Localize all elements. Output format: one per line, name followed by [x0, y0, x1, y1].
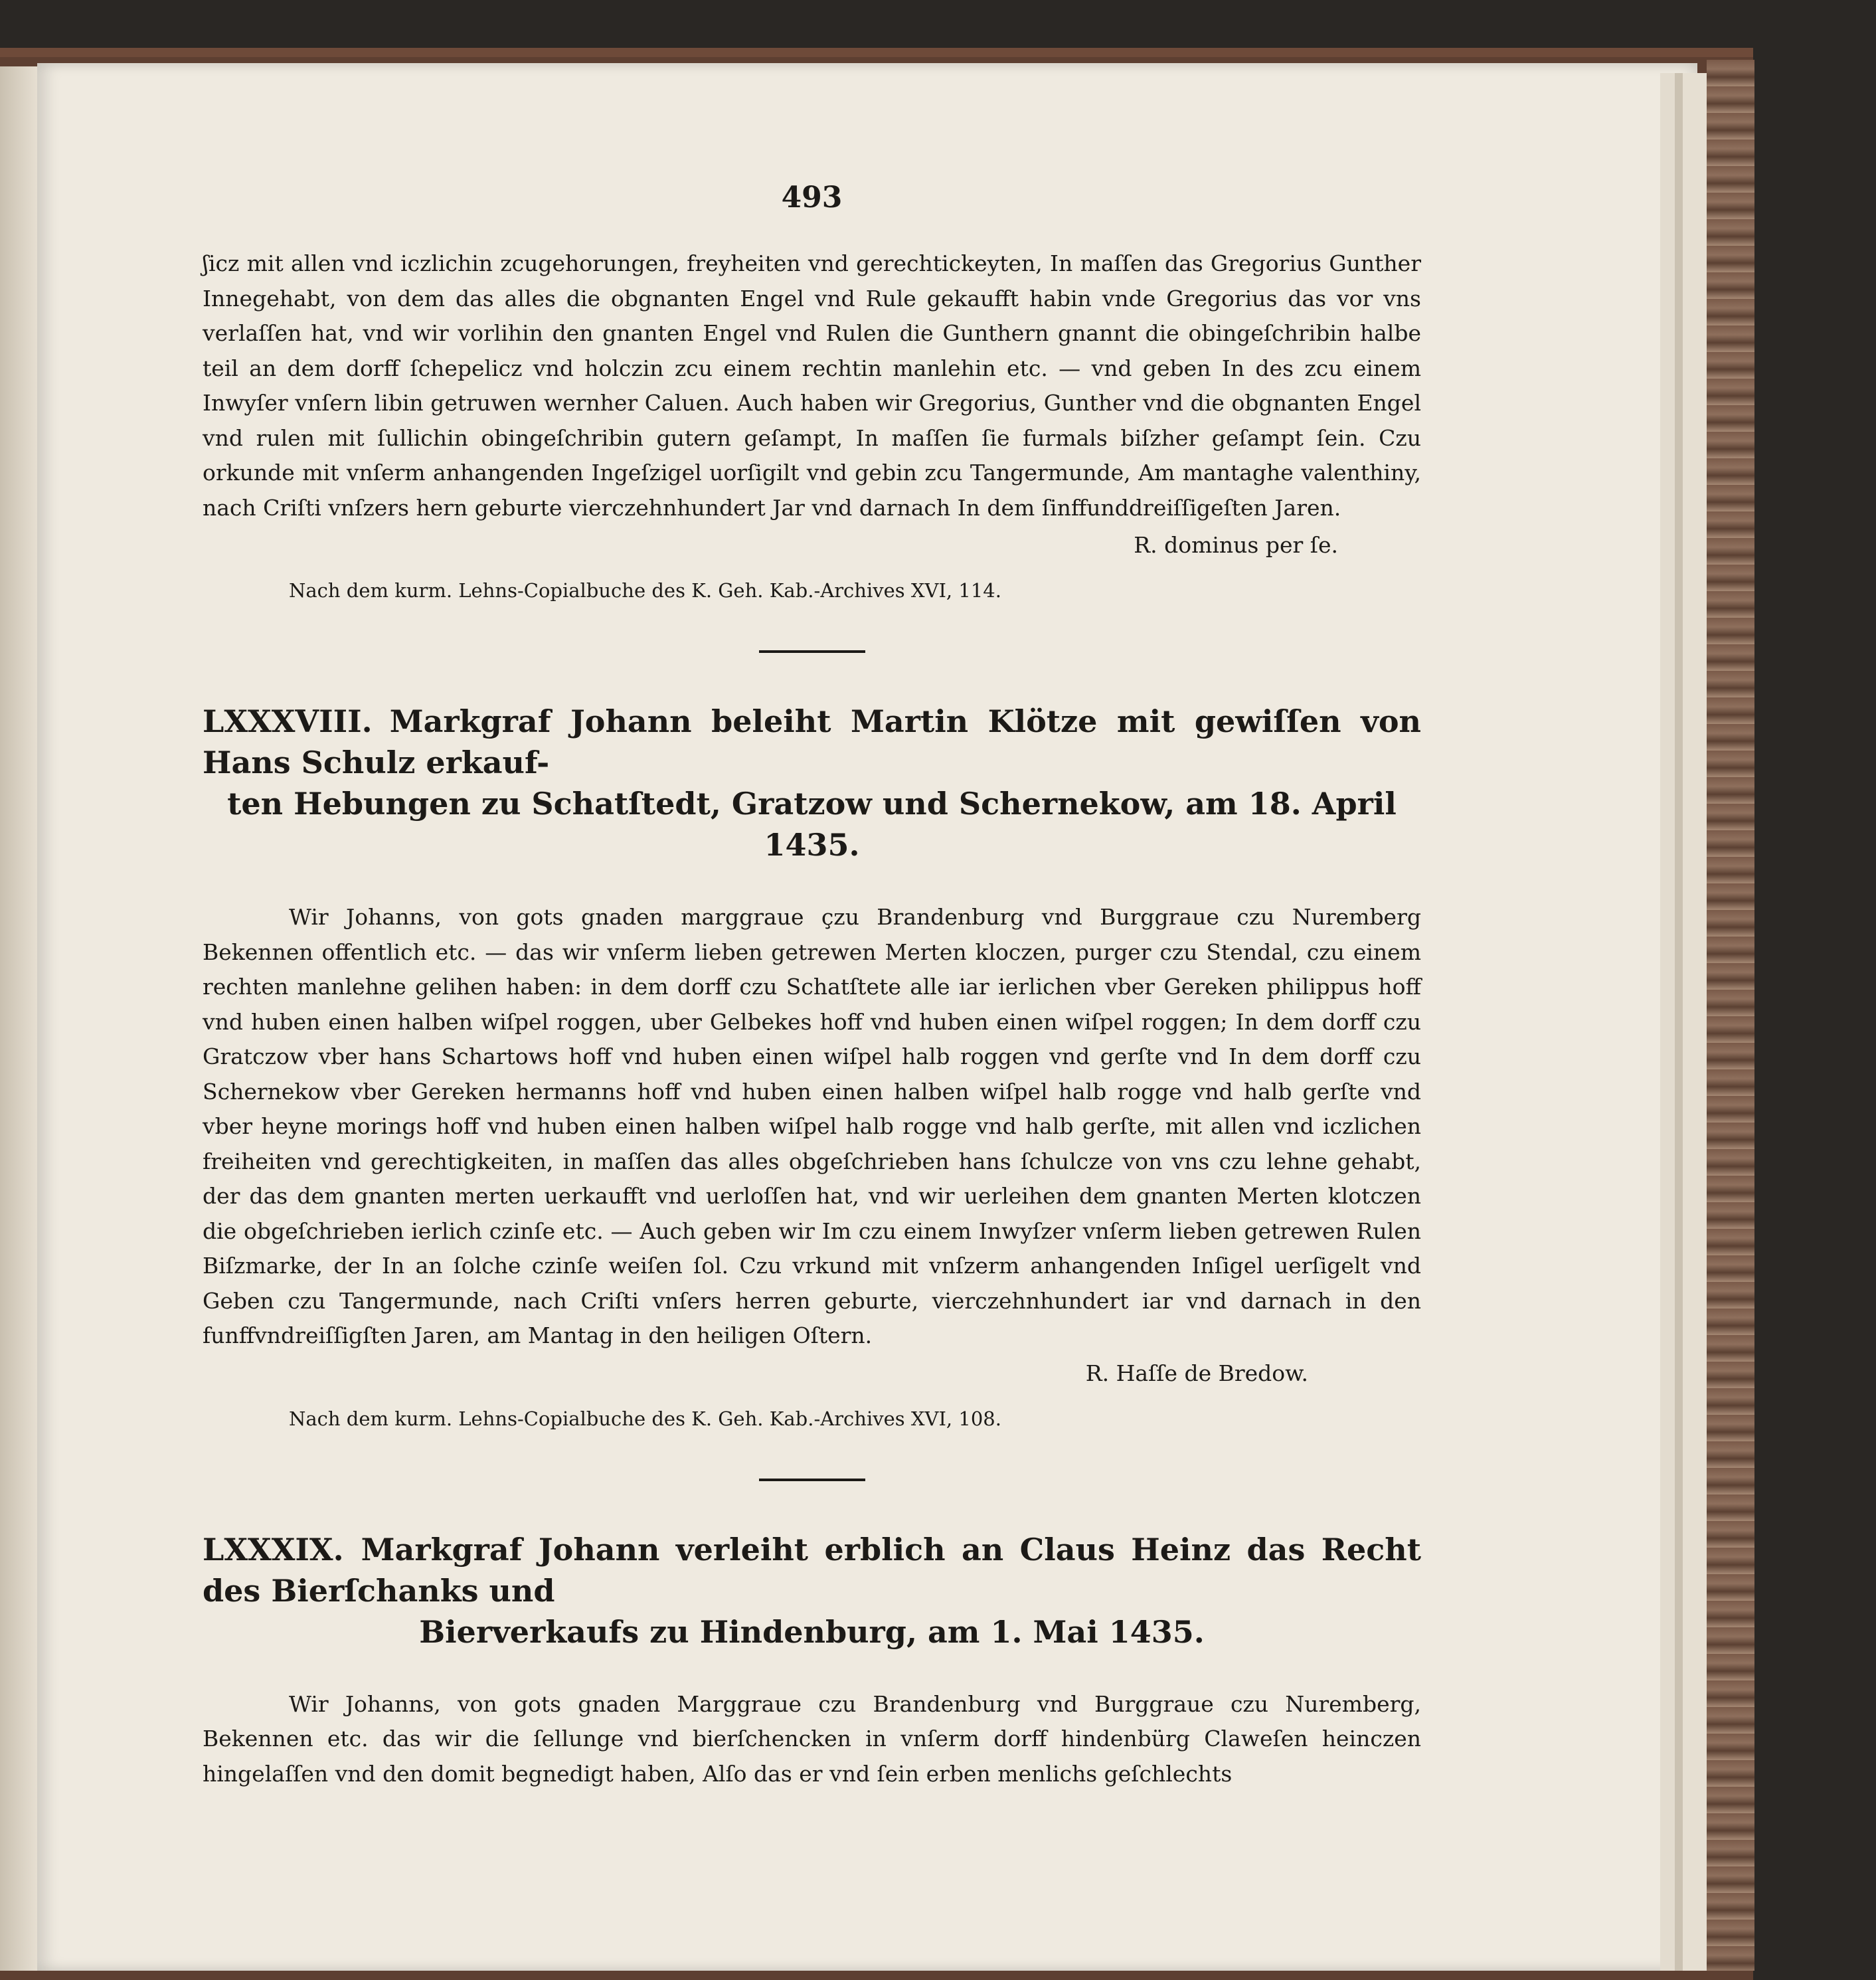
- continued-document-text: ʃicz mit allen vnd iczlichin zcugehorungen, freyheiten vnd gerechtickeyten, In maſſen das Gregorius Gunther Innegehabt, von dem das alles die obgnanten Engel vnd Rule gekaufft habin vnde Gregorius das vor vns verlaſſen hat, vnd wir vorlihin den gnanten Engel vnd Rulen die Gunthern gnannt die obingeſchribin halbe teil an dem dorff ſchepelicz vnd holczin zcu einem rechtin manlehin etc. — vnd geben In des zcu einem Inwyſer vnſern libin getruwen wernher Caluen. Auch haben wir Gregorius, Gunther vnd die obgnanten Engel vnd rulen mit ſullichin obingeſchribin gutern geſampt, In maſſen ſie furmals biſzher geſampt ſein. Czu orkunde mit vnſerm anhangenden Ingeſzigel uorſigilt vnd gebin zcu Tangermunde, Am mantaghe valenthiny, nach Criſti vnſzers hern geburte vierczehnhundert Jar vnd darnach In dem ſinffunddreiſſigeſten Jaren.: [203, 250, 1421, 521]
- document-title-line-2: Bierverkaufs zu Hindenburg, am 1. Mai 1435.: [419, 1613, 1205, 1650]
- document-title-line-1: Markgraf Johann verleiht erblich an Claus Heinz das Recht des Bierſchanks und: [203, 1531, 1421, 1609]
- document-signature: R. dominus per ſe.: [1134, 532, 1338, 558]
- page-stack-edge: [1683, 73, 1707, 1971]
- left-page-edge: [0, 66, 40, 1971]
- document-heading: [203, 701, 1421, 865]
- document-heading: [203, 1529, 1421, 1653]
- section-divider: [759, 1479, 865, 1481]
- page-stack-edge: [1660, 73, 1675, 1971]
- document-title-line-2: ten Hebungen zu Schatſtedt, Gratzow und Schernekow, am 18. April 1435.: [227, 786, 1397, 863]
- document-title-line-1: Markgraf Johann beleiht Martin Klötze mit gewiſſen von Hans Schulz erkauf-: [203, 703, 1421, 780]
- marbled-cover-edge: [1707, 60, 1754, 1971]
- document-text: Wir Johanns, von gots gnaden Marggraue czu Brandenburg vnd Burggraue czu Nuremberg, Bekennen etc. das wir die ſellunge vnd bierſchencken in vnſerm dorff hindenbürg Claweſen heinczen hingelaſſen vnd den domit begnedigt haben, Alſo das er vnd ſein erben menlichs geſchlechts: [203, 1690, 1421, 1787]
- page-content: [203, 181, 1421, 1791]
- document-number: LXXXVIII.: [203, 703, 373, 739]
- page-stack-edge: [1675, 73, 1683, 1971]
- document-text: Wir Johanns, von gots gnaden marggraue çzu Brandenburg vnd Burggraue czu Nuremberg Bekennen offentlich etc. — das wir vnſerm lieben getrewen Merten kloczen, purger czu Stendal, czu einem rechten manlehne gelihen haben: in dem dorff czu Schatſtete alle iar ierlichen vber Gereken philippus hoff vnd huben einen halben wiſpel roggen, uber Gelbekes hoff vnd huben einen wiſpel roggen; In dem dorff czu Gratczow vber hans Schartows hoff vnd huben einen wiſpel halb roggen vnd gerſte vnd In dem dorff czu Schernekow vber Gereken hermanns hoff vnd huben einen halben wiſpel halb rogge vnd halb gerſte vnd vber heyne morings hoff vnd huben einen halben wiſpel halb rogge vnd halb gerſte, mit allen vnd iczlichen freiheiten vnd gerechtigkeiten, in maſſen das alles obgeſchrieben hans ſchulcze von vns czu lehne gehabt, der das dem gnanten merten uerkaufft vnd uerloſſen hat, vnd wir uerleihen dem gnanten Merten klotczen die obgeſchrieben ierlich czinſe etc. — Auch geben wir Im czu einem Inwyſzer vnſerm lieben getrewen Rulen Biſzmarke, der In an ſolche czinſe weiſen ſol. Czu vrkund mit vnſzerm anhangenden Inſigel uerſigelt vnd Geben czu Tangermunde, nach Criſti vnſers herren geburte, vierczehnhundert iar vnd darnach in den funffvndreiſſigſten Jaren, am Mantag in den heiligen Oſtern.: [203, 904, 1421, 1348]
- document-signature: R. Haſſe de Bredow.: [1085, 1360, 1308, 1386]
- document-number: LXXXIX.: [203, 1531, 344, 1568]
- page-number: 493: [781, 181, 843, 215]
- source-citation: Nach dem kurm. Lehns-Copialbuche des K. Geh. Kab.-Archives XVI, 114.: [289, 579, 1001, 602]
- section-divider: [759, 650, 865, 653]
- source-citation: Nach dem kurm. Lehns-Copialbuche des K. Geh. Kab.-Archives XVI, 108.: [289, 1407, 1001, 1430]
